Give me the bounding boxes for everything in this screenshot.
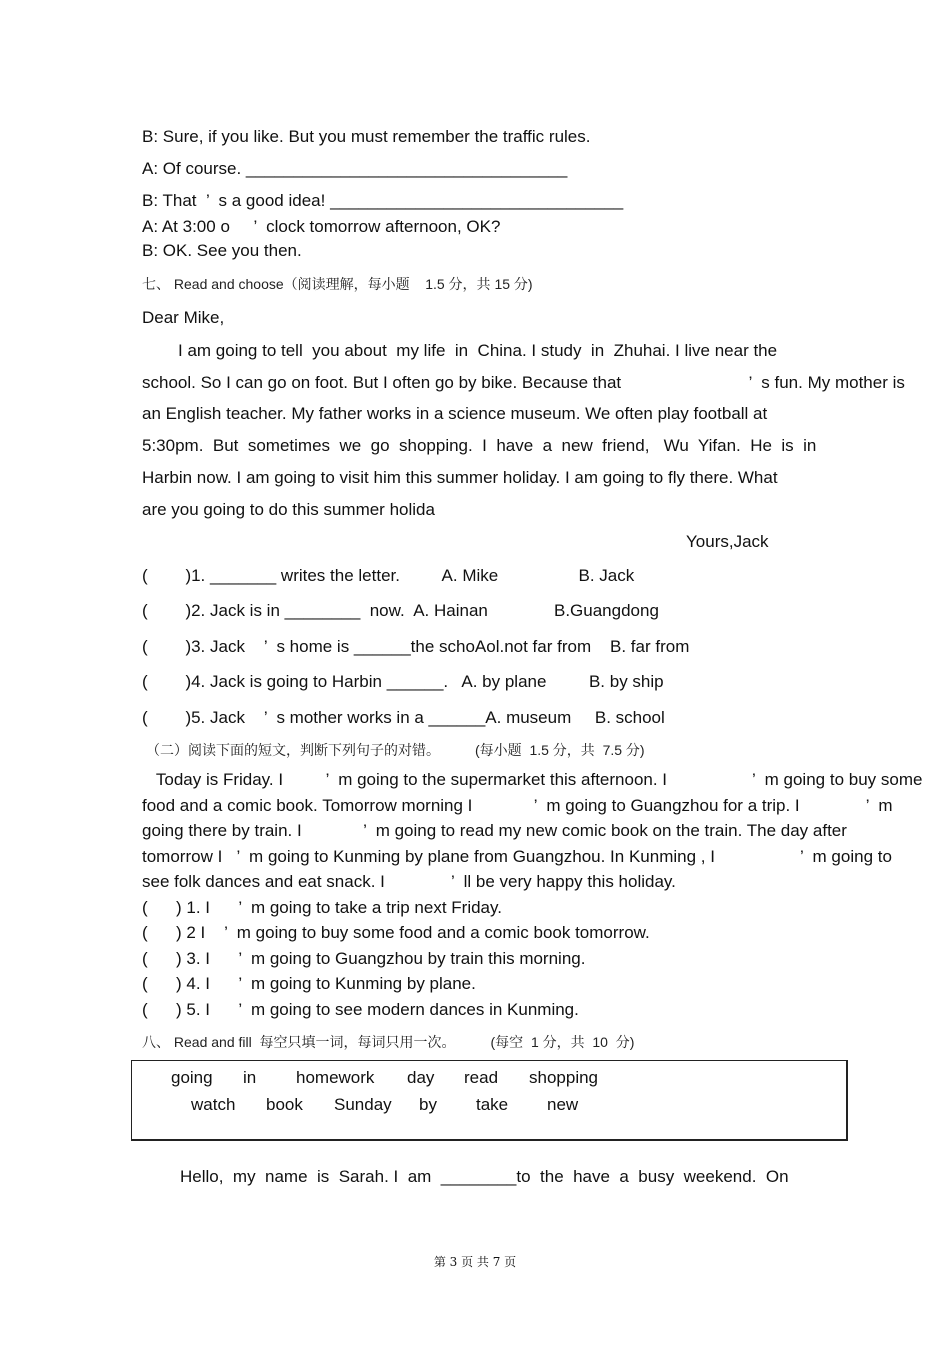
letter-line: are you going to do this summer holida (142, 500, 435, 519)
passage-line: see folk dances and eat snack. I ’ ll be very happy this holiday. (142, 872, 676, 891)
passage-line: Today is Friday. I ’ m going to the supermarket this afternoon. I ’ m going to buy some (142, 770, 923, 789)
letter-line: school. So I can go on foot. But I often go by bike. Because that ’ s fun. My mother is (142, 373, 905, 392)
letter-line: 5:30pm. But sometimes we go shopping. I have a new friend, Wu Yifan. He is in (142, 436, 817, 455)
page-footer: 第 3 页 共 7 页 (433, 1255, 517, 1269)
word: book (266, 1095, 303, 1114)
word: in (243, 1068, 257, 1087)
letter-line: I am going to tell you about my life in China. I study in Zhuhai. I live near the (178, 341, 778, 360)
word: take (476, 1095, 509, 1114)
question: ( )5. Jack ’ s mother works in a ______A. museum B. school (142, 708, 665, 727)
section-header: 七、 Read and choose（阅读理解，每小题 1.5 分，共 15 分) (142, 276, 533, 292)
word: watch (191, 1095, 236, 1114)
question: ( )3. Jack ’ s home is ______the schoAol.not far from B. far from (142, 637, 690, 656)
statement: ( ) 5. I ’ m going to see modern dances in Kunming. (142, 1000, 579, 1019)
word: shopping (529, 1068, 599, 1087)
passage-line: tomorrow I ’ m going to Kunming by plane from Guangzhou. In Kunming , I ’ m going to (142, 847, 892, 866)
letter-line: Harbin now. I am going to visit him this summer holiday. I am going to fly there. What (142, 468, 778, 487)
statement: ( ) 2 I ’ m going to buy some food and a comic book tomorrow. (142, 923, 650, 942)
question: ( )4. Jack is going to Harbin ______. A. by plane B. by ship (142, 672, 664, 691)
word: by (419, 1095, 437, 1114)
letter-signature: Yours,Jack (686, 532, 769, 551)
word: day (407, 1068, 435, 1087)
dialogue-line: A: At 3:00 o ’ clock tomorrow afternoon, OK? (142, 217, 501, 236)
word: homework (296, 1068, 375, 1087)
dialogue-line: B: Sure, if you like. But you must remember the traffic rules. (142, 127, 591, 146)
passage-line: going there by train. I ’ m going to read my new comic book on the train. The day after (142, 821, 847, 840)
passage-line: food and a comic book. Tomorrow morning I ’ m going to Guangzhou for a trip. I ’ m (142, 796, 893, 815)
fill-text: Hello, my name is Sarah. I am ________to the have a busy weekend. On (180, 1167, 789, 1186)
letter-greeting: Dear Mike, (142, 308, 225, 327)
word: new (547, 1095, 579, 1114)
statement: ( ) 1. I ’ m going to take a trip next Friday. (142, 898, 502, 917)
dialogue-line: B: That ’ s a good idea! _______________________________ (142, 191, 624, 210)
statement: ( ) 4. I ’ m going to Kunming by plane. (142, 974, 476, 993)
question: ( )1. _______ writes the letter. A. Mike B. Jack (142, 566, 635, 585)
dialogue-line: A: Of course. __________________________________ (142, 159, 568, 178)
word: read (464, 1068, 499, 1087)
word: going (171, 1068, 213, 1087)
section-header: （二）阅读下面的短文，判断下列句子的对错。 (每小题 1.5 分，共 7.5 分) (146, 742, 645, 758)
question: ( )2. Jack is in ________ now. A. Hainan B.Guangdong (142, 601, 659, 620)
dialogue-line: B: OK. See you then. (142, 241, 302, 260)
section-header: 八、 Read and fill 每空只填一词，每词只用一次。 (每空 1 分，共 10 分) (142, 1034, 635, 1050)
letter-line: an English teacher. My father works in a science museum. We often play football at (142, 404, 768, 423)
word: Sunday (334, 1095, 392, 1114)
statement: ( ) 3. I ’ m going to Guangzhou by train this morning. (142, 949, 586, 968)
